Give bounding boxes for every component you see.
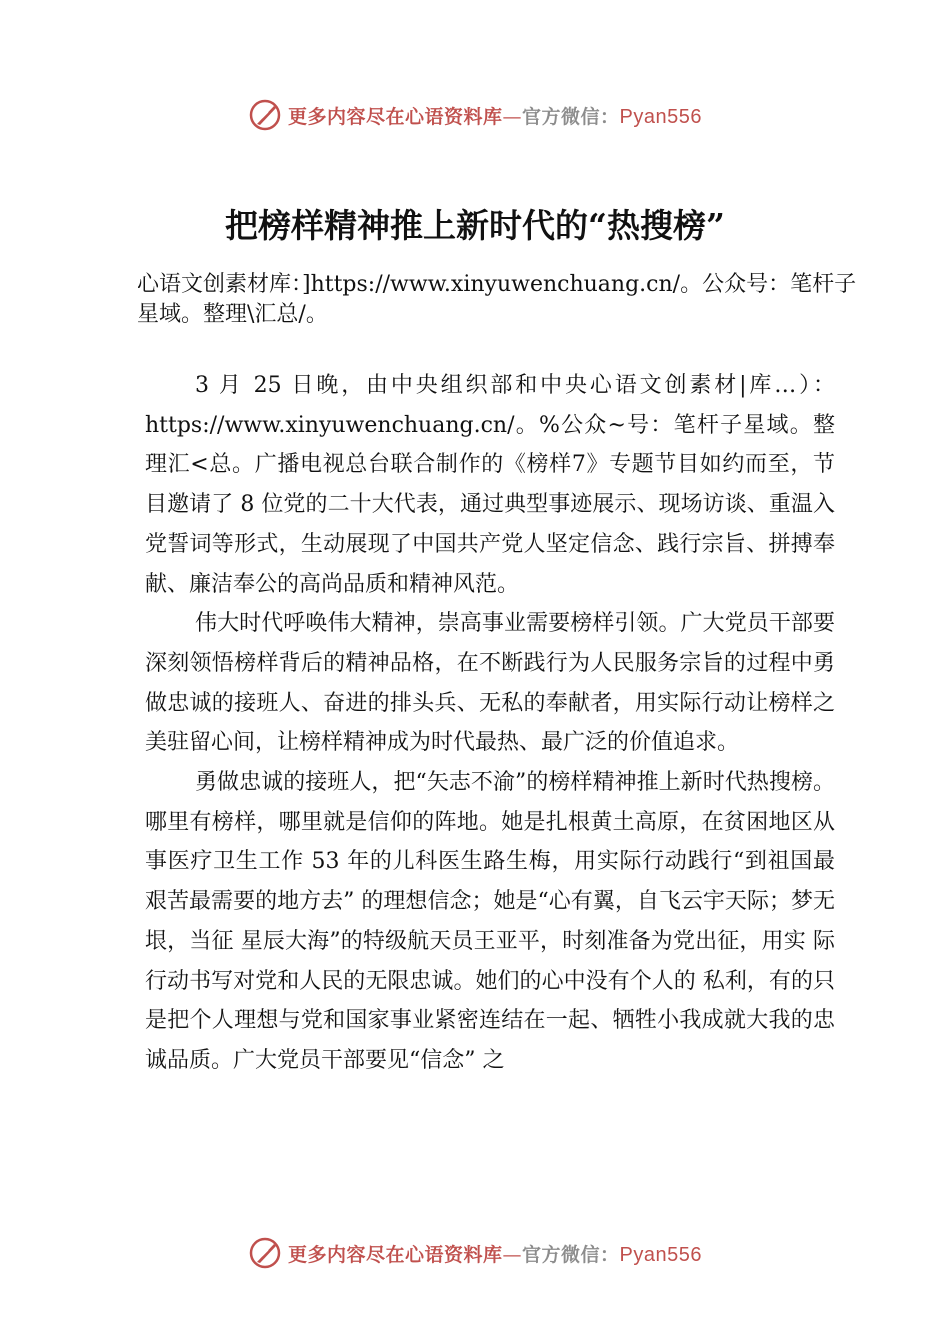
quill-logo-icon (248, 98, 282, 132)
document-body (145, 366, 835, 1081)
footer-banner-wechat-label: 官方微信： (522, 1243, 620, 1266)
paragraph-3: 勇做忠诚的接班人，把“矢志不渝”的榜样精神推上新时代热搜榜。哪里有榜样，哪里就是信仰的阵地。她是扎根黄土高原，在贫困地区从事医疗卫生工作 53 年的儿科医生路生梅，用实际行动践行“到祖国最艰苦最需要的地方去” 的理想信念；她是“心有翼，自飞云宇天际；梦无垠，当征 星辰大海”的特级航天员王亚平，时刻准备为党出征，用实 际行动书写对党和人民的无限忠诚。她们的心中没有个人的 私利，有的只是把个人理想与党和国家事业紧密连结在一起、牺牲小我成就大我的忠诚品质。广大党员干部要见“信念” 之 (145, 770, 835, 1073)
document-title: 把榜样精神推上新时代的“热搜榜” (225, 206, 725, 245)
footer-banner-wechat-id: Pyan556 (619, 1243, 702, 1266)
header-banner-red-text: 更多内容尽在心语资料库 (288, 105, 503, 128)
header-banner-separator: — (502, 105, 523, 128)
paragraph-1: 3 月 25 日晚，由中央组织部和中央心语文创素材|库…）：https://www.xinyuwenchuang.cn/。%公众~号：笔杆子星域。整理汇<总。广播电视总台联合制作的《榜样7》专题节目如约而至，节目邀请了 8 位党的二十大代表，通过典型事迹展示、现场访谈、重温入党誓词等形式，生动展现了中国共产党人坚定信念、践行宗旨、拼搏奉献、廉洁奉公的高尚品质和精神风范。 (145, 373, 835, 597)
source-line: 心语文创素材库：]https://www.xinyuwenchuang.cn/。公众号：笔杆子星域。整理\汇总/。 (137, 272, 857, 327)
header-banner-wechat-id: Pyan556 (619, 105, 702, 128)
header-banner-wechat-label: 官方微信： (522, 105, 620, 128)
footer-banner (0, 1233, 950, 1273)
paragraph-2: 伟大时代呼唤伟大精神，崇高事业需要榜样引领。广大党员干部要深刻领悟榜样背后的精神品格，在不断践行为人民服务宗旨的过程中勇做忠诚的接班人、奋进的排头兵、无私的奉献者，用实际行动让榜样之美驻留心间，让榜样精神成为时代最热、最广泛的价值追求。 (145, 611, 835, 756)
footer-banner-red-text: 更多内容尽在心语资料库 (288, 1243, 503, 1266)
header-banner-text (288, 102, 702, 129)
footer-banner-text (288, 1240, 702, 1267)
quill-logo-icon (248, 1236, 282, 1270)
header-banner (0, 95, 950, 135)
footer-banner-separator: — (502, 1243, 523, 1266)
